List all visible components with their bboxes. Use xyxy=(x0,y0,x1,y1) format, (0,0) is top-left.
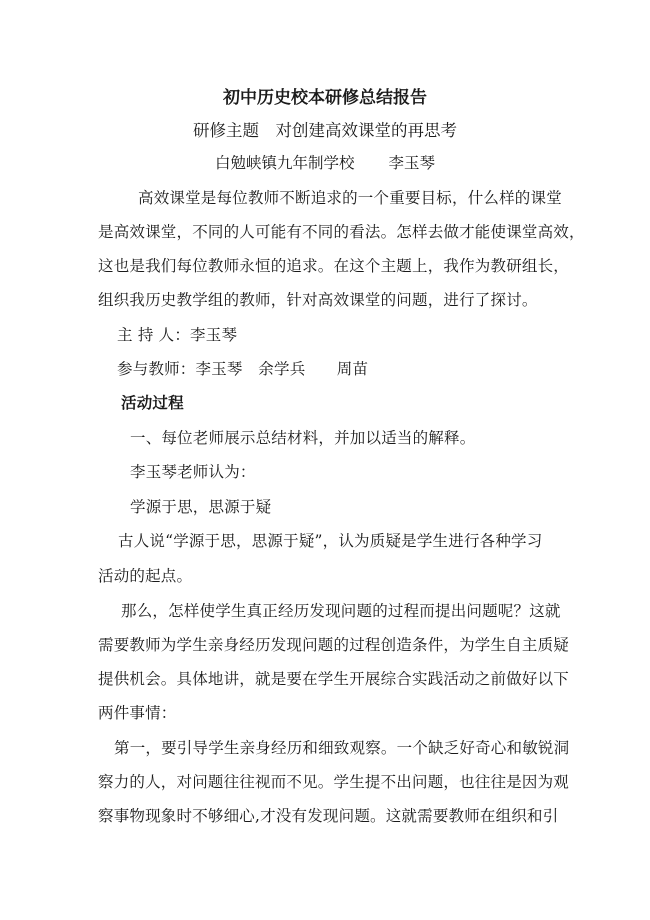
section-heading: 活动过程 xyxy=(121,393,184,412)
document-subtitle: 研修主题 对创建高效课堂的再思考 xyxy=(193,121,457,140)
paragraph-line: 察事物现象时不够细心,才没有发现问题。这就需要教师在组织和引 xyxy=(98,807,559,825)
paragraph-line: 两件事情： xyxy=(98,704,177,722)
paragraph-line: 第一，要引导学生亲身经历和细致观察。一个缺乏好奇心和敏锐洞 xyxy=(114,739,570,757)
school-name: 白勉峡镇九年制学校 xyxy=(214,154,355,172)
byline xyxy=(0,153,650,173)
paragraph-line: 高效课堂是每位教师不断追求的一个重要目标，什么样的课堂 xyxy=(138,189,562,207)
speaker-line: 李玉琴老师认为： xyxy=(130,463,256,481)
participants-line: 参与教师：李玉琴 余学兵 周苗 xyxy=(117,360,369,378)
list-item: 一、每位老师展示总结材料，并加以适当的解释。 xyxy=(130,429,476,447)
paragraph-line: 那么，怎样使学生真正经历发现问题的过程而提出问题呢？这就 xyxy=(121,602,561,620)
paragraph-line: 是高效课堂，不同的人可能有不同的看法。怎样去做才能使课堂高效， xyxy=(98,223,585,241)
quote-title: 学源于思，思源于疑 xyxy=(130,498,272,516)
paragraph-line: 察力的人，对问题往往视而不见。学生提不出问题，也往往是因为观 xyxy=(98,773,570,791)
document-title: 初中历史校本研修总结报告 xyxy=(223,88,427,108)
paragraph-line: 这也是我们每位教师永恒的追求。在这个主题上，我作为教研组长， xyxy=(98,257,570,275)
paragraph-line: 提供机会。具体地讲，就是要在学生开展综合实践活动之前做好以下 xyxy=(98,670,570,688)
paragraph-line: 活动的起点。 xyxy=(98,567,193,585)
paragraph-line: 需要教师为学生亲身经历发现问题的过程创造条件，为学生自主质疑 xyxy=(98,636,570,654)
paragraph-line: 古人说“学源于思，思源于疑”，认为质疑是学生进行各种学习 xyxy=(118,532,543,550)
paragraph-line: 组织我历史教学组的教师，针对高效课堂的问题，进行了探讨。 xyxy=(98,291,538,309)
author-name: 李玉琴 xyxy=(388,154,436,172)
host-line: 主 持 人：李玉琴 xyxy=(117,326,238,344)
